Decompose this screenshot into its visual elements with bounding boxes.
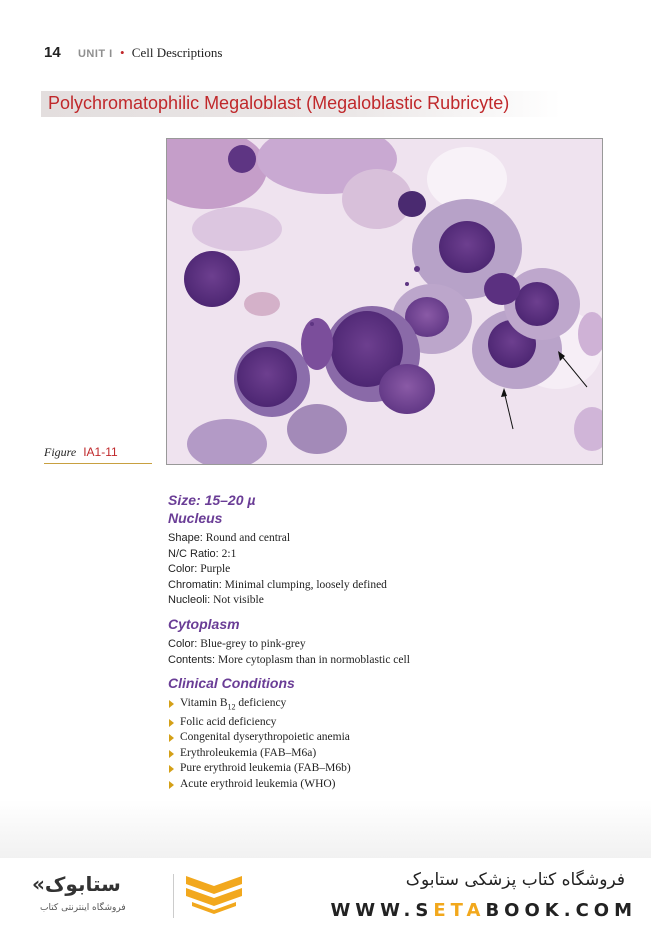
nucleus-nc-ratio-row <box>168 547 608 563</box>
list-item: Acute erythroid leukemia (WHO) <box>168 777 608 793</box>
nucleus-heading: Nucleus <box>168 510 223 526</box>
nucleus-chromatin-row <box>168 578 608 594</box>
store-logo-subtitle: فروشگاه اینترنتی کتاب <box>40 903 126 913</box>
book-logo-icon <box>184 872 244 921</box>
b12-prefix: Vitamin B <box>180 697 228 710</box>
row-label: Nucleoli: <box>168 594 211 607</box>
row-label: Contents: <box>168 653 216 666</box>
store-logo-text: «ستابوک <box>32 872 121 896</box>
nucleus-shape-row <box>168 531 608 547</box>
row-value: Minimal clumping, loosely defined <box>224 578 387 591</box>
row-label: N/C Ratio: <box>168 547 219 560</box>
nucleus-nucleoli-row <box>168 593 608 609</box>
row-label: Shape: <box>168 532 203 544</box>
page-number: 14 <box>44 44 61 61</box>
cytoplasm-color-row <box>168 637 608 653</box>
list-item: Pure erythroid leukemia (FAB–M6b) <box>168 761 608 777</box>
row-label: Color: <box>168 563 198 576</box>
b12-suffix: deficiency <box>235 697 287 710</box>
url-prefix: WWW.S <box>330 900 434 921</box>
micrograph-drawing <box>167 139 602 464</box>
figure-caption <box>44 445 152 464</box>
store-name: فروشگاه کتاب پزشکی ستابوک <box>405 870 625 890</box>
logo-divider <box>173 874 174 918</box>
list-item: Congenital dyserythropoietic anemia <box>168 730 608 746</box>
nucleus-color-row <box>168 562 608 578</box>
row-label: Color: <box>168 637 198 650</box>
figure-number: IA1-11 <box>83 445 118 459</box>
figure-word: Figure <box>44 445 77 459</box>
store-url <box>330 900 637 921</box>
b12-subscript: 12 <box>227 702 236 712</box>
url-accent: ETA <box>433 900 486 921</box>
micrograph-image <box>166 138 603 465</box>
size-heading: Size: 15–20 µ <box>168 492 256 508</box>
list-item <box>168 696 608 715</box>
row-value: Purple <box>200 563 231 576</box>
cytoplasm-heading: Cytoplasm <box>168 615 240 632</box>
running-header <box>44 44 222 61</box>
row-label: Chromatin: <box>168 578 222 591</box>
list-item: Folic acid deficiency <box>168 715 608 731</box>
section-label: Cell Descriptions <box>131 45 223 60</box>
row-value: Round and central <box>205 532 291 544</box>
row-value: Blue-grey to pink-grey <box>200 637 306 650</box>
page-title: Polychromatophilic Megaloblast (Megaloblastic Rubricyte) <box>48 93 510 113</box>
list-item: Erythroleukemia (FAB–M6a) <box>168 746 608 762</box>
row-value: More cytoplasm than in normoblastic cell <box>217 653 410 666</box>
url-suffix: BOOK.COM <box>485 900 637 921</box>
row-value: Not visible <box>213 594 264 607</box>
header-separator: • <box>119 45 125 60</box>
unit-label: UNIT I <box>77 48 113 60</box>
clinical-heading: Clinical Conditions <box>168 675 295 692</box>
cell-description <box>168 491 608 792</box>
footer-fade <box>0 800 651 858</box>
clinical-conditions-list <box>168 696 608 792</box>
row-value: 2:1 <box>221 547 237 560</box>
cytoplasm-contents-row <box>168 653 608 669</box>
